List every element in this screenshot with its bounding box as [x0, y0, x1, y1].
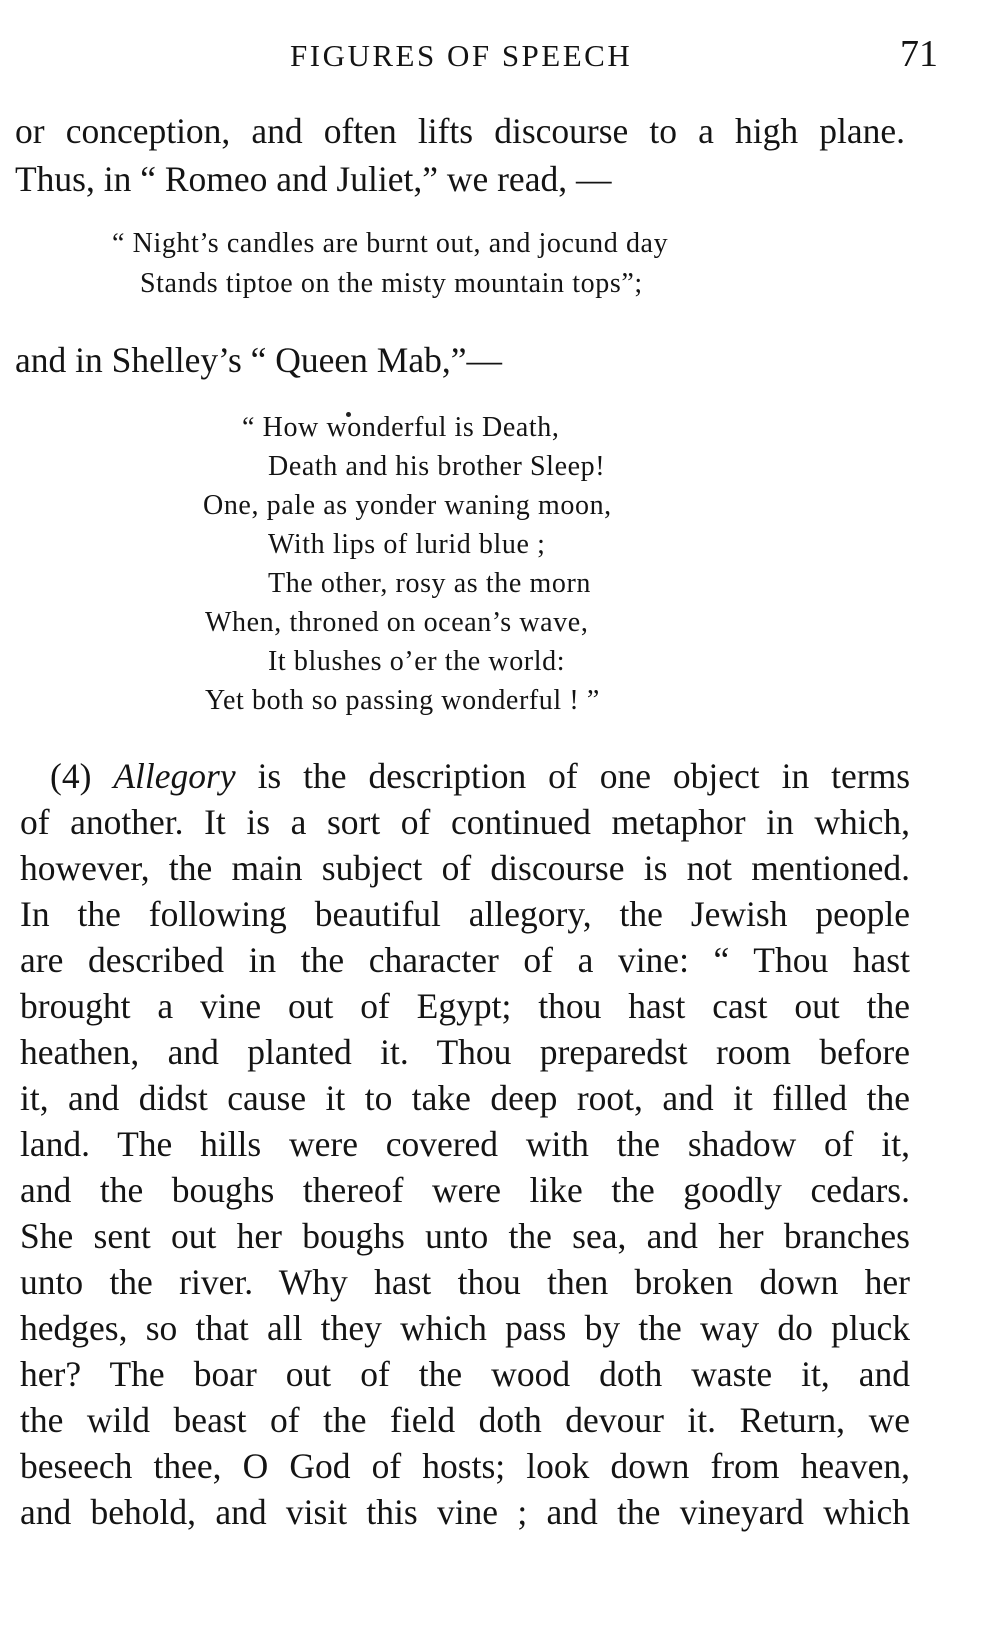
verse-line: “ Night’s candles are burnt out, and jocund day — [112, 228, 669, 259]
paragraph-line: are described in the character of a vine: “ Thou hast — [20, 940, 910, 980]
verse-line: The other, rosy as the morn — [268, 568, 591, 599]
running-title: FIGURES OF SPEECH — [290, 38, 633, 73]
paragraph-first-line — [50, 753, 910, 799]
paragraph-line: land. The hills were covered with the shadow of it, — [20, 1124, 910, 1164]
paragraph-line: the wild beast of the field doth devour it. Return, we — [20, 1400, 910, 1440]
opening-line-1: or conception, and often lifts discourse to a high plane. — [15, 111, 905, 151]
paragraph-line: and behold, and visit this vine ; and the vineyard which — [20, 1492, 910, 1532]
paragraph-line: In the following beautiful allegory, the Jewish people — [20, 894, 910, 934]
verse-line: One, pale as yonder waning moon, — [203, 490, 612, 521]
verse-line: Stands tiptoe on the misty mountain tops”; — [140, 268, 643, 299]
first-line-text: is the description of one object in terms — [257, 756, 911, 796]
paragraph-line: hedges, so that all they which pass by the way do pluck — [20, 1308, 910, 1348]
page-header — [0, 30, 1000, 80]
paragraph-line: however, the main subject of discourse is not mentioned. — [20, 848, 910, 888]
paragraph-line: and the boughs thereof were like the goodly cedars. — [20, 1170, 910, 1210]
verse-line: When, throned on ocean’s wave, — [205, 607, 589, 638]
verse-line: “ How wonderful is Death, — [242, 412, 560, 443]
paragraph-line: of another. It is a sort of continued metaphor in which, — [20, 802, 910, 842]
paragraph-line: it, and didst cause it to take deep root, and it filled the — [20, 1078, 910, 1118]
section-number: (4) — [50, 756, 92, 796]
verse-line: Death and his brother Sleep! — [268, 451, 606, 482]
page-number: 71 — [900, 33, 938, 75]
verse-line: It blushes o’er the world: — [268, 646, 566, 677]
paragraph-line: brought a vine out of Egypt; thou hast cast out the — [20, 986, 910, 1026]
opening-line-2: Thus, in “ Romeo and Juliet,” we read, — — [15, 159, 612, 199]
term-allegory: Allegory — [113, 756, 236, 796]
paragraph-line: She sent out her boughs unto the sea, and her branches — [20, 1216, 910, 1256]
paragraph-line: unto the river. Why hast thou then broken down her — [20, 1262, 910, 1302]
paragraph-line: heathen, and planted it. Thou preparedst room before — [20, 1032, 910, 1072]
verse-line: With lips of lurid blue ; — [268, 529, 546, 560]
paragraph-line: her? The boar out of the wood doth waste it, and — [20, 1354, 910, 1394]
verse-line: Yet both so passing wonderful ! ” — [205, 685, 600, 716]
paragraph-line: beseech thee, O God of hosts; look down from heaven, — [20, 1446, 910, 1486]
transition-line: and in Shelley’s “ Queen Mab,”— — [15, 340, 503, 380]
